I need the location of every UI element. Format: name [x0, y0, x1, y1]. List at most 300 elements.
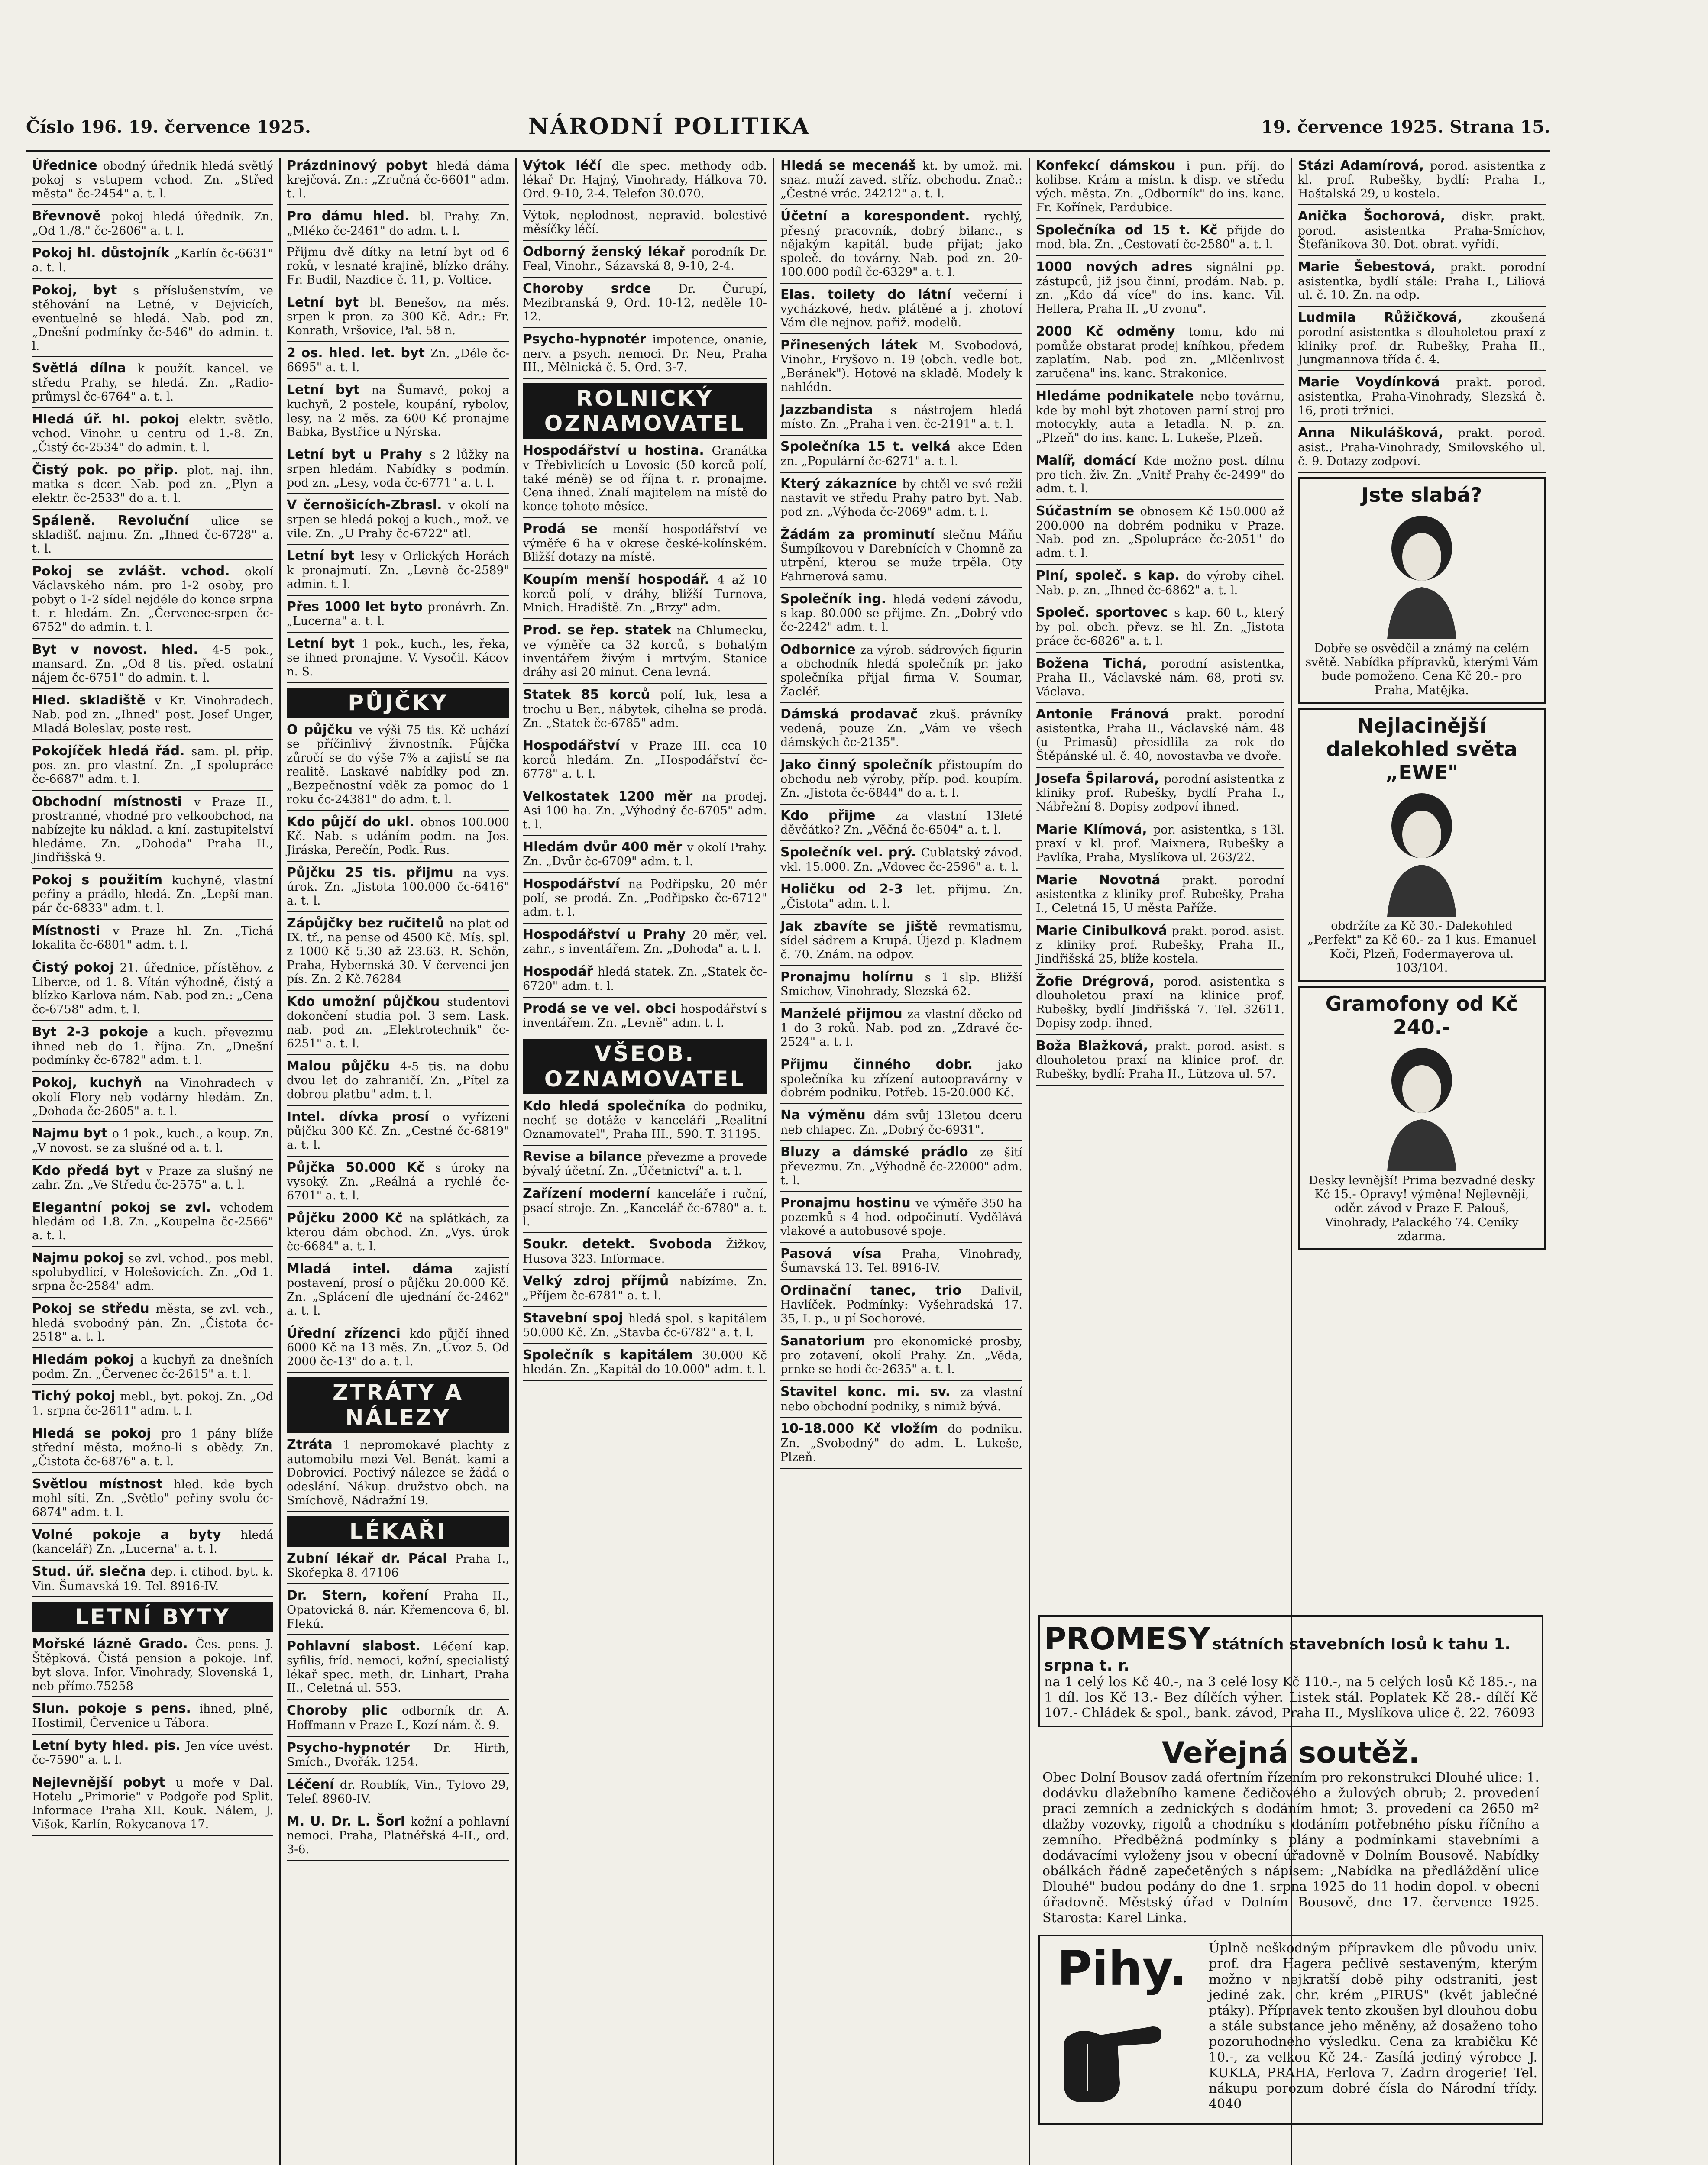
classified-ad — [287, 1261, 509, 1318]
ad-separator — [1036, 702, 1284, 703]
jste-slaba-ad-title: Jste slabá? — [1361, 483, 1482, 507]
classified-ad — [1036, 158, 1284, 215]
ad-separator — [780, 587, 1022, 588]
ad-heading: Marie Voydínková — [1298, 375, 1456, 390]
section-banner-pujcky: PŮJČKY — [287, 688, 509, 718]
ad-heading: Jako činný společník — [780, 757, 938, 772]
classified-ad — [32, 1527, 273, 1556]
classified-ad — [32, 361, 273, 404]
ad-heading: Žádám za prominutí — [780, 527, 943, 542]
ad-text: k použít. kancel. ve středu Prahy, se hledá. Zn. „Radio-průmysl čc-6764" a. t. l. — [32, 362, 273, 404]
ad-text: Praha, Vinohrady, Šumavská 13. Tel. 8916-IV. — [780, 1247, 1022, 1275]
pointing-hand-icon — [1044, 1996, 1174, 2117]
ad-separator — [32, 1835, 273, 1836]
ad-heading: Najmu pokoj — [32, 1251, 129, 1266]
ad-separator — [780, 965, 1022, 966]
classified-ad — [1036, 923, 1284, 966]
ad-text: porod. asistentka z kl. prof. Rubešky, bydlí: Praha I., Haštalská 29, u kostela. — [1298, 159, 1546, 201]
ad-heading: Prod. se řep. statek — [523, 623, 677, 638]
classified-ad — [523, 158, 767, 201]
ad-text: v okolí Prahy. Zn. „Dvůr čc-6709" adm. t. l. — [523, 840, 767, 869]
ad-text: dep. i. ctihod. byt. k. Vin. Šumavská 19. Tel. 8916-IV. — [32, 1565, 273, 1593]
ad-column-3 — [517, 158, 773, 2165]
classified-ad — [287, 1638, 509, 1695]
classified-ad — [523, 1001, 767, 1030]
ad-heading: 2 os. hled. let. byt — [287, 346, 430, 361]
ad-heading: Statek 85 korců — [523, 687, 660, 703]
ad-text: zkoušená porodní asistentka s dlouholetou praxí z kliniky prof. dr. Rubešky, Praha II., Jungmannova třída č. 4. — [1298, 311, 1546, 367]
ad-heading: Pokoj, kuchyň — [32, 1075, 154, 1091]
ad-separator — [523, 835, 767, 836]
ad-heading: Světlá dílna — [32, 361, 138, 376]
ad-text: mebl., byt. pokoj. Zn. „Od 1. srpna čc-2611" adm. t. l. — [32, 1390, 273, 1418]
ad-text: 4-5 tis. na dobu dvou let do zahraničí. Zn. „Pítel za dobrou platbu" adm. t. l. — [287, 1060, 509, 1101]
ad-heading: Úřednice — [32, 158, 103, 173]
classified-ad — [32, 1301, 273, 1344]
ad-text: prakt. porod. asist. z kliniky prof. Rubešky, Praha II., Jindřišská 25, blíže kostela. — [1036, 924, 1284, 966]
ad-text: s úroky na vysoký. Zn. „Reálná a rychlé čc-6701" a. t. l. — [287, 1161, 509, 1203]
classified-ad — [1036, 872, 1284, 915]
ad-heading: Pokoj se středu — [32, 1301, 156, 1317]
classified-ad — [32, 1389, 273, 1418]
classified-ad — [287, 1777, 509, 1806]
ad-text: slečnu Máňu Šumpíkovou v Darebnících v Chomně za utrpění, kterou se muže trpěla. Oty Fahrnerová samu. — [780, 528, 1022, 583]
ad-heading: Spáleně. Revoluční — [32, 513, 211, 528]
ad-separator — [523, 1269, 767, 1270]
ad-separator — [32, 790, 273, 791]
ad-text: pokoj hledá úředník. Zn. „Od 1./8." čc-2606" a. t. l. — [32, 210, 273, 238]
classified-ad — [1036, 1038, 1284, 1081]
classified-ad — [1036, 974, 1284, 1031]
classified-ad — [287, 722, 509, 807]
ad-text: města, se zvl. vch., hledá svobodný pán. Zn. „Čistota čc-2518" a. t. l. — [32, 1302, 273, 1344]
classified-ad — [287, 1740, 509, 1769]
ad-text: vchodem hledám od 1.8. Zn. „Koupelna čc-2566" a. t. l. — [32, 1201, 273, 1243]
ad-text: Granátka v Třebivlicích u Lovosic (50 korců polí, také méně) se od října t. r. pronajme. Cena ihned. Znalí majitelem na místě do konce tohoto měsíce. — [523, 444, 767, 514]
gramofony-ad — [1298, 986, 1546, 1250]
classified-ad — [1036, 568, 1284, 597]
ad-text: 4-5 pok., mansard. Zn. „Od 8 tis. před. ostatní nájem čc-6751" do admin. t. l. — [32, 643, 273, 685]
classified-ad — [523, 964, 767, 993]
ad-heading: Půjčku 25 tis. přijmu — [287, 865, 463, 880]
classified-ad — [32, 1775, 273, 1832]
ad-separator — [523, 1380, 767, 1381]
ad-heading: Najmu byt — [32, 1126, 112, 1141]
ad-text: na plat od IX. tř., na pense od 4500 Kč. Mís. spl. z 1000 Kč 5.30 až 23.63. R. Schön, Praha, Hybernská 30. V červenci jen pís. Zn. 2 Kč.76284 — [287, 917, 509, 986]
header-rule — [26, 150, 1550, 152]
ad-column-1 — [26, 158, 279, 2165]
classified-ad — [287, 158, 509, 201]
classified-ad — [1298, 259, 1546, 302]
ad-separator — [32, 458, 273, 459]
pihy-text: Úplně neškodným přípravkem dle původu univ. prof. dra Hagera pečlivě sestaveným, kterým možno v nejkratší době pihy odstraniti, jest jediné zak. chr. krém „PIRUS" (květ jablečné ptáky). Přípravek tento zkoušen byl dlouhou dobu a stále substance jeho měněny, až dosaženo toho pozoruhodného výsledku. Cena za krabičku Kč 10.-, za velkou Kč 24.- Zasílá jediný výrobce J. KUKLA, PRAHA, Ferlova 7. Zadrn drogerie! Tel. nákupu porozum dobré čísla do Národní třídy. 4040 — [1209, 1941, 1537, 2112]
gramofony-ad-title: Gramofony od Kč 240.- — [1325, 992, 1518, 1039]
classified-ad — [32, 1564, 273, 1593]
ad-heading: Intel. dívka prosí — [287, 1109, 443, 1125]
ad-separator — [780, 638, 1022, 639]
ad-text: s 2 lůžky na srpen hledám. Nabídky s podmín. pod zn. „Lesy, voda čc-6771" a. t. l. — [287, 448, 510, 490]
ad-text: porodní asistentka, Praha II., Václavské nám. 68, proti sv. Václava. — [1036, 657, 1284, 698]
ad-separator — [287, 1860, 509, 1861]
section-banner-lekari: LÉKAŘI — [287, 1516, 509, 1547]
ad-heading: 10-18.000 Kč vložím — [780, 1421, 948, 1437]
ad-heading: Letní byt — [287, 548, 361, 564]
ad-separator — [287, 1773, 509, 1774]
ad-separator — [32, 1523, 273, 1524]
ad-text: elektr. světlo. vchod. Vinohr. u centru od 1.-8. Zn. „Čistý čc-2534" do admin. t. l. — [32, 413, 273, 454]
ad-heading: Pohlavní slabost. — [287, 1638, 433, 1654]
classified-ad — [780, 527, 1022, 584]
ad-text: za výrob. sádrových figurin a obchodník hledá společník pr. jako společníka přijal firma V. Soumar, Žacléř. — [780, 643, 1023, 698]
ad-separator — [1036, 564, 1284, 565]
classified-ad — [32, 1163, 273, 1192]
classified-ad — [287, 346, 509, 375]
ad-text: na splátkách, za kterou dám obchod. Zn. „Vys. úrok čc-6684" a. t. l. — [287, 1212, 509, 1254]
classified-ad — [32, 794, 273, 865]
classified-ad — [32, 158, 273, 201]
ad-separator — [32, 1246, 273, 1247]
ad-text: let. přijmu. Zn. „Čistota" adm. t. l. — [780, 883, 1022, 911]
ad-separator — [523, 204, 767, 205]
classified-ad — [1036, 707, 1284, 763]
classified-ad — [780, 1196, 1022, 1238]
ad-heading: Kdo půjčí do ukl. — [287, 814, 421, 830]
ad-separator — [32, 1071, 273, 1072]
ad-text: v Kr. Vinohradech. Nab. pod zn. „Ihned" post. Josef Unger, Mladá Boleslav, poste rest. — [32, 694, 273, 736]
ad-text: s kap. 60 t., který by pol. obch. převz. se hl. Zn. „Jistota práce čc-6826" a. t. l. — [1036, 606, 1285, 648]
ad-heading: Hospodářství u hostina. — [523, 443, 712, 459]
ad-separator — [523, 1145, 767, 1146]
ad-text: prakt. porod. asist., Praha-Vinohrady, Smilovského ul. č. 9. Dotazy zodpoví. — [1298, 427, 1546, 468]
ad-text: hledá dáma krejčová. Zn.: „Zručná čc-6601" adm. t. l. — [287, 159, 510, 201]
ad-text: Žižkov, Husova 323. Informace. — [523, 1238, 767, 1266]
ad-heading: Společník vel. prý. — [780, 845, 922, 860]
ad-text: Dr. Hirth, Smích., Dvořák. 1254. — [287, 1741, 509, 1769]
dalekohled-ad-text: obdržíte za Kč 30.- Dalekohled „Perfekt" za Kč 60.- za 1 kus. Emanuel Koči, Plzeň, Fodermayerova ul. 103/104. — [1307, 919, 1536, 975]
ad-heading: Přinesených látek — [780, 338, 929, 353]
classified-ad — [32, 564, 273, 634]
classified-ad — [780, 1144, 1022, 1187]
classified-ad — [780, 808, 1022, 837]
classified-ad — [523, 1273, 767, 1302]
masthead: NÁRODNÍ POLITIKA — [528, 113, 811, 140]
jste-slaba-ad — [1298, 477, 1546, 704]
ad-separator — [287, 595, 509, 596]
ad-text: dle spec. methody odb. lékař Dr. Hajný, Vinohrady, Hálkova 70. Ord. 9-10, 2-4. Telefon 30.070. — [523, 159, 767, 201]
ad-heading: 1000 nových adres — [1036, 259, 1207, 275]
gramofony-ad-text: Desky levnější! Prima bezvadné desky Kč 15.- Opravy! výměna! Nejlevněji, oděr. závod v Praze F. Palouš, Vinohrady, Palackého 74. Ceníky zdarma. — [1308, 1173, 1535, 1244]
ad-separator — [523, 327, 767, 328]
ad-heading: Hledám pokoj — [32, 1352, 141, 1367]
classified-ad — [32, 1024, 273, 1067]
ad-heading: Byt 2-3 pokoje — [32, 1024, 158, 1040]
ad-text: obodný úřednik hledá světlý pokoj s vstupem vchod. Zn. „Střed města" čc-2454" a. t. l. — [32, 159, 273, 201]
classified-ad — [32, 960, 273, 1017]
ad-heading: Jak zbavíte se jiště — [780, 918, 949, 934]
ad-heading: Ludmila Růžičková, — [1298, 310, 1491, 326]
classified-ad — [32, 1426, 273, 1469]
ad-separator — [1298, 421, 1546, 422]
ad-column-6 — [1292, 158, 1552, 1609]
classified-ad — [287, 599, 509, 628]
ad-separator — [287, 204, 509, 205]
classified-ad — [287, 1588, 509, 1631]
classified-ad — [32, 1075, 273, 1118]
classified-ad — [287, 1326, 509, 1369]
ad-column-5 — [1030, 158, 1291, 1609]
classified-ad — [287, 1059, 509, 1102]
classified-ad — [523, 1347, 767, 1377]
ad-separator — [1298, 204, 1546, 205]
ad-heading: Choroby srdce — [523, 281, 679, 297]
ad-text: lesy v Orlických Horách k pronajmutí. Zn. „Levně čc-2589" admin. t. l. — [287, 549, 509, 591]
classified-ad — [32, 923, 273, 952]
ad-separator — [780, 914, 1022, 915]
ad-text: i pun. příj. do kolibse. Krám a místn. k disp. ve středu vých. města. Zn. „Odborník" do ins. kanc. Fr. Kořínek, Pardubice. — [1036, 159, 1284, 215]
ad-heading: Hospodářství — [523, 876, 628, 892]
ad-separator — [523, 997, 767, 998]
ad-separator — [287, 1105, 509, 1106]
ad-separator — [287, 810, 509, 811]
ad-separator — [32, 919, 273, 920]
ad-heading: Revise a bilance — [523, 1149, 647, 1164]
ad-separator — [287, 241, 509, 242]
ad-heading: Pronajmu holírnu — [780, 969, 925, 985]
classified-ad — [1036, 223, 1284, 252]
ad-separator — [1036, 652, 1284, 653]
ad-separator — [523, 277, 767, 278]
ad-heading: Súčastním se — [1036, 504, 1140, 519]
ad-heading: Nejlevnější pobyt — [32, 1774, 176, 1790]
ad-heading: Pokoj, byt — [32, 282, 133, 298]
ad-heading: Mořské lázně Grado. — [32, 1636, 195, 1652]
classified-ad — [1036, 504, 1284, 560]
ad-heading: Božena Tichá, — [1036, 656, 1161, 671]
ad-separator — [32, 1121, 273, 1122]
classified-ad — [287, 916, 509, 986]
ad-separator — [780, 472, 1022, 473]
ad-heading: Volné pokoje a byty — [32, 1527, 241, 1542]
ad-text: prakt. porodní asistentka, Praha II., Václavské nám. 48 (u Primasů) přesídlila za rok do Štěpánské ul. č. 40, novostavba ve dvoře. — [1036, 708, 1284, 763]
ad-separator — [32, 1347, 273, 1348]
ad-text: jako společníka ku zřízení autoopravárny v dobrém podniku. Potřeb. 15-20.000 Kč. — [780, 1058, 1022, 1100]
ad-heading: Stavební spoj — [523, 1310, 628, 1326]
ad-text: by chtěl ve své režii nastavit ve středu Prahy patro byt. Nab. pod zn. „Výhoda čc-2069" adm. t. l. — [780, 477, 1022, 519]
ad-text: s příslušenstvím, ve stěhování na Letné, v Dejvicích, eventuelně se hledá. Nab. pod zn. „Dnešní podmínky čc-546" do admin. t. l. — [32, 284, 274, 353]
ad-text: se zvl. vchod., pos mebl. spolubydlící, v Holešovicích. Zn. „Od 1. srpna čc-2584" adm. — [32, 1252, 274, 1293]
classified-ad — [287, 498, 509, 540]
ad-text: Přijmu dvě dítky na letní byt od 6 roků, v lesnaté krajině, blízko dráhy. Fr. Budil, Nazdice č. 11, p. Voltice. — [287, 246, 509, 287]
ad-text: akce Eden zn. „Populární čc-6271" a. t. l. — [780, 440, 1022, 468]
ad-heading: Stavitel konc. mi. sv. — [780, 1384, 961, 1400]
ad-heading: Hospodářství — [523, 738, 631, 753]
ad-text: dr. Roublík, Vin., Tylovo 29, Telef. 8960-IV. — [287, 1778, 509, 1806]
ad-text: Cublatský závod. vkl. 15.000. Zn. „Vdovec čc-2596" a. t. l. — [780, 846, 1022, 874]
classified-ad — [523, 1237, 767, 1266]
ad-text: na Vinohradech v okolí Flory neb vodárny hledám. Zn. „Dohoda čc-2605" a. t. l. — [32, 1076, 273, 1118]
ad-text: hledá vedení závodu, s kap. 80.000 se přijme. Zn. „Dobrý vdo čc-2242" adm. t. l. — [780, 592, 1022, 634]
ad-heading: Prodá se ve vel. obci — [523, 1001, 681, 1016]
ad-text: Kde možno post. dílnu pro tich. živ. Zn. „Vnitř Prahy čc-2499" do adm. t. l. — [1036, 454, 1284, 496]
ad-heading: Byt v novost. hled. — [32, 642, 213, 657]
ad-text: „Karlín čc-6631" a. t. l. — [32, 247, 273, 275]
ad-separator — [32, 638, 273, 639]
ad-heading: Zařízení moderní — [523, 1186, 657, 1202]
ad-separator — [1036, 919, 1284, 920]
classified-ad — [523, 789, 767, 832]
classified-ad — [523, 840, 767, 869]
classified-ad — [780, 969, 1022, 998]
ad-text: přistoupím do obchodu neb výroby, příp. pod. koupím. Zn. „Jistota čc-6844" do a. t. l. — [780, 758, 1022, 800]
ad-heading: Psycho-hypnotér — [523, 332, 653, 347]
ad-heading: Léčení — [287, 1777, 340, 1792]
section-banner-vseob: VŠEOB. OZNAMOVATEL — [523, 1039, 767, 1094]
ad-heading: Pokoj s použitím — [32, 872, 172, 888]
classified-ad — [1036, 259, 1284, 316]
ad-heading: Na výměnu — [780, 1108, 873, 1123]
ad-heading: Velkostatek 1200 měr — [523, 788, 702, 804]
public-tender-ad — [1038, 1732, 1543, 1930]
ad-separator — [287, 1699, 509, 1700]
classified-ad — [523, 521, 767, 564]
ad-heading: Světlou místnost — [32, 1476, 174, 1492]
ad-text: 30.000 Kč hledán. Zn. „Kapitál do 10.000" adm. t. l. — [523, 1348, 767, 1377]
ad-separator — [287, 1634, 509, 1635]
ad-heading: Plní, společ. s kap. — [1036, 568, 1187, 584]
ad-heading: Odbornice — [780, 642, 860, 657]
ad-heading: Hledáme podnikatele — [1036, 388, 1200, 404]
ad-heading: Hled. skladiště — [32, 692, 155, 708]
ad-text: do podniku. Zn. „Svobodný" do adm. L. Lukeše, Plzeň. — [780, 1422, 1022, 1464]
ad-heading: Letní byty hled. pis. — [32, 1738, 186, 1753]
ad-text: zajistí postavení, prosí o půjčku 20.000 Kč. Zn. „Splácení dle ujednání čc-2462" a. t. l. — [287, 1263, 509, 1318]
ad-heading: Choroby plic — [287, 1703, 402, 1719]
ad-text: pro ekonomické prosby, pro zotavení, okolí Prahy. Zn. „Věda, prnke se hodí čc-2635" a. t. l. — [780, 1335, 1023, 1377]
ad-separator — [32, 509, 273, 510]
ad-text: 20 měr, vel. zahr., s inventářem. Zn. „Dohoda" a. t. l. — [523, 928, 767, 956]
ad-text: ihned, plně, Hostimil, Červenice u Tábora. — [32, 1702, 273, 1730]
ad-heading: Boža Blažková, — [1036, 1038, 1155, 1054]
classified-ad — [1298, 310, 1546, 367]
classified-ad — [287, 1109, 509, 1152]
ad-text: na Podřipsku, 20 měr polí, se prodá. Zn. „Podřipsko čc-6712" adm. t. l. — [523, 877, 767, 919]
classified-ad — [287, 1211, 509, 1254]
classified-ad — [1298, 425, 1546, 468]
ad-separator — [523, 1232, 767, 1233]
classified-ad — [32, 1126, 273, 1155]
ad-separator — [523, 240, 767, 241]
ad-separator — [1036, 969, 1284, 970]
classified-ad — [1036, 822, 1284, 865]
ad-separator — [523, 618, 767, 619]
classified-ad — [780, 919, 1022, 962]
classified-ad — [287, 295, 509, 338]
classified-ad — [523, 1311, 767, 1340]
classified-ad — [1036, 324, 1284, 381]
ad-separator — [32, 688, 273, 689]
classified-ad — [523, 687, 767, 730]
ad-heading: Dámská prodavač — [780, 706, 930, 722]
ad-text: u moře v Dal. Hotelu „Primorie" v Podgoře pod Split. Informace Praha XII. Kouk. Nálem, J. Višok, Karlín, Rokycanova 17. — [32, 1776, 273, 1832]
pihy-title: Pihy. — [1057, 1941, 1187, 1996]
ad-heading: Břevnově — [32, 209, 111, 224]
ad-heading: O půjčku — [287, 722, 359, 737]
ad-separator — [287, 1054, 509, 1055]
classified-ad — [1298, 158, 1546, 201]
ad-text: za vlastní děcko od 1 do 3 roků. Nab. pod zn. „Zdravé čc-2524" a. t. l. — [780, 1008, 1022, 1049]
classified-ad — [32, 1251, 273, 1293]
ad-separator — [523, 923, 767, 924]
ad-separator — [780, 877, 1022, 878]
ad-heading: Soukr. detekt. Svoboda — [523, 1237, 726, 1252]
ad-heading: Kdo umožní půjčkou — [287, 994, 447, 1009]
ad-heading: Kdo hledá společníka — [523, 1098, 694, 1114]
classified-ad — [287, 246, 509, 287]
classified-ad — [780, 757, 1022, 800]
classified-ad — [1036, 388, 1284, 445]
classified-ad — [523, 1186, 767, 1229]
ad-text: ulice se skladišť. najmu. Zn. „Ihned čc-6728" a. t. l. — [32, 514, 273, 556]
ad-text: v Praze hl. Zn. „Tichá lokalita čc-6801" adm. t. l. — [32, 924, 273, 952]
ad-separator — [1298, 472, 1546, 473]
ad-text: převezme a provede bývalý účetní. Zn. „Účetnictví" a. t. l. — [523, 1150, 767, 1178]
ad-heading: Pasová vísa — [780, 1246, 902, 1261]
classified-ad — [287, 209, 509, 238]
classified-ad — [780, 642, 1022, 699]
classified-ad — [287, 1551, 509, 1580]
ad-separator — [32, 1560, 273, 1561]
ad-heading: Žofie Drégrová, — [1036, 974, 1164, 989]
ad-heading: Dr. Stern, koření — [287, 1588, 443, 1603]
ad-text: na Šumavě, pokoj a kuchyň, 2 postele, koupání, rybolov, lesy, na 2 měs. za 600 Kč pronajme Babka, Bystřice u Nýrska. — [287, 384, 509, 439]
classified-ad — [32, 209, 273, 238]
ad-separator — [32, 204, 273, 205]
ad-separator — [1036, 218, 1284, 219]
classified-ad — [523, 244, 767, 273]
ad-heading: Elegantní pokoj se zvl. — [32, 1199, 220, 1215]
ad-heading: Obchodní místnosti — [32, 794, 194, 810]
page-number: 19. července 1925. Strana 15. — [1261, 117, 1550, 137]
ad-text: přijde do mod. bla. Zn. „Cestovatí čc-2580" a. t. l. — [1036, 223, 1284, 252]
ad-text: pronávrh. Zn. „Lucerna" a. t. l. — [287, 600, 509, 628]
ad-heading: Manželé přijmou — [780, 1006, 908, 1021]
ad-text: s 1 slp. Bližší Smíchov, Vinohrady, Slezská 62. — [780, 970, 1023, 998]
ad-heading: Anička Šochorová, — [1298, 209, 1462, 224]
promesy-ad — [1038, 1615, 1543, 1727]
ad-text: za vlastní 13leté děvčátko? Zn. „Věčná čc-6504" a. t. l. — [780, 809, 1022, 837]
classified-ad — [780, 338, 1022, 394]
ad-text: a kuch. převezmu ihned neb do 1. října. Zn. „Dnešní podmínky čc-6782" adm. t. l. — [32, 1026, 273, 1067]
ad-heading: Anna Nikulášková, — [1298, 425, 1458, 441]
ad-text: kuchyně, vlastní peřiny a prádlo, hledá. Zn. „Lepší man. pár čc-6833" adm. t. l. — [32, 873, 274, 915]
ad-separator — [287, 544, 509, 545]
dalekohled-ad-title: Nejlacinější dalekohled světa „EWE" — [1326, 714, 1518, 785]
ad-heading: Který zákazníce — [780, 476, 903, 491]
ad-heading: Čistý pokoj — [32, 960, 120, 976]
classified-ad — [780, 439, 1022, 468]
classified-ad — [287, 636, 509, 679]
ad-heading: Zubní lékař dr. Pácal — [287, 1551, 455, 1566]
section-banner-letni-byty: LETNÍ BYTY — [32, 1602, 273, 1632]
ad-heading: Hledám dvůr 400 měr — [523, 839, 687, 855]
ad-heading: Bluzy a dámské prádlo — [780, 1144, 980, 1160]
ad-separator — [32, 1020, 273, 1021]
ad-text: 1 nepromokavé plachty z automobilu mezi Vel. Benát. kami a Dobrovicí. Poctivý nálezce se žádá o odeslání. Nákup. družstvo obch. na Smíchově, Nádražní 19. — [287, 1438, 509, 1508]
ad-text: sam. pl. přip. pos. zn. pro vlastní. Zn. „I spolupráce čc-6687" adm. t. l. — [32, 744, 273, 786]
ad-heading: Hledá se pokoj — [32, 1425, 161, 1441]
ad-text: o 1 pok., kuch., a koup. Zn. „V novost. se za slušné od a. t. l. — [32, 1127, 273, 1155]
ad-heading: Stud. úř. slečna — [32, 1564, 151, 1580]
